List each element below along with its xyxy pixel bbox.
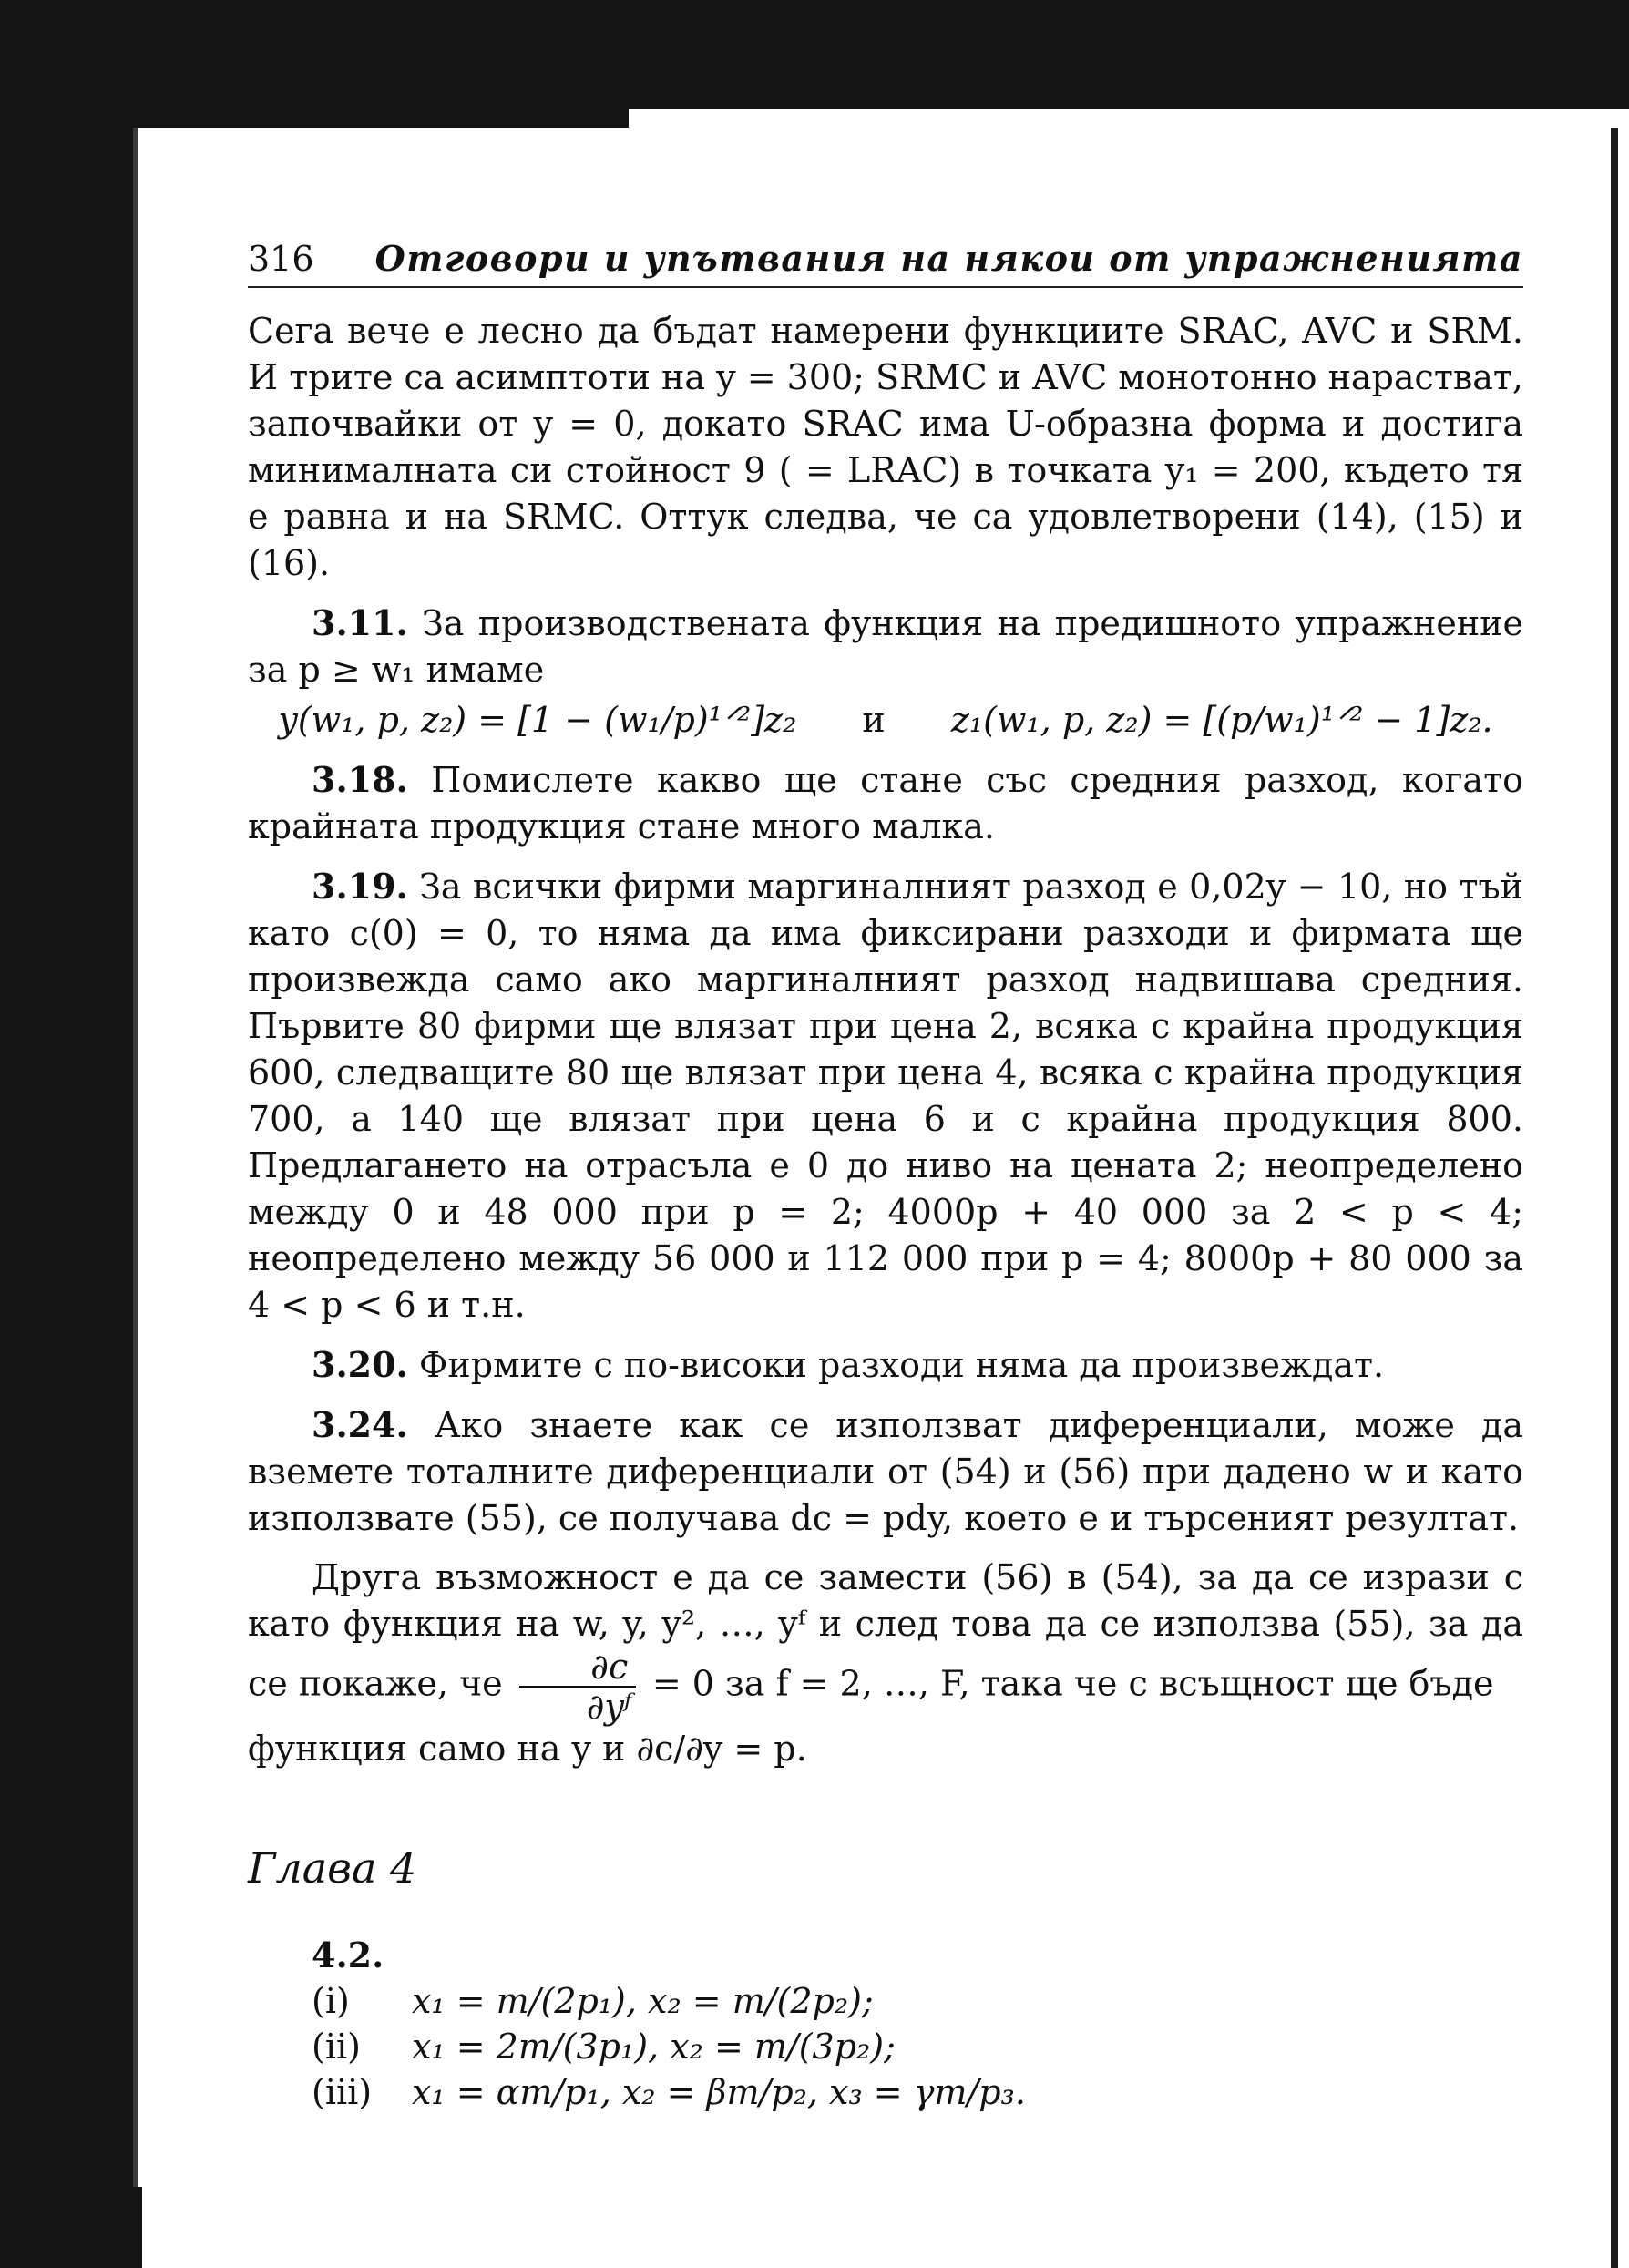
exercise-text-3-11: За производствената функция на предишното упражнение за p ≥ w₁ имаме [248, 603, 1523, 690]
fraction-denominator: ∂yᶠ [586, 1687, 632, 1727]
partial-derivative-fraction [519, 1647, 636, 1726]
exercise-label-3-20: 3.20. [312, 1344, 408, 1385]
scan-border-left-shadow [133, 128, 138, 2268]
exercise-label-3-18: 3.18. [312, 759, 408, 800]
chapter-heading: Глава 4 [248, 1843, 417, 1893]
answer-row [312, 1978, 1523, 2024]
paragraph-3-18 [248, 756, 1523, 850]
exercise-text-3-19: За всички фирми маргиналният разход е 0,02y − 10, но тъй като c(0) = 0, то няма да има фиксирани разходи и фирмата ще произвежда само ако маргиналният разход надвишава средния. Първите 80 фирми ще влязат при цена 2, всяка с крайна продукция 600, следващите 80 ще влязат при цена 4, всяка с крайна продукция 700, а 140 ще влязат при цена 6 и с крайна продукция 800. Предлагането на отрасъла е 0 до ниво на цената 2; неопределено между 0 и 48 000 при p = 2; 4000p + 40 000 за 2 < p < 4; неопределено между 56 000 и 112 000 при p = 4; 8000p + 80 000 за 4 < p < 6 и т.н. [248, 867, 1523, 1325]
exercise-text-3-24: Ако знаете как се използват диференциали, може да вземете тоталните диференциали от (54) и (56) при дадено w и като използвате (55), се получава dc = pdy, което е и търсеният резултат. [248, 1405, 1523, 1538]
answer-roman-numeral: (ii) [312, 2027, 361, 2067]
exercise-label-3-24: 3.24. [312, 1404, 408, 1445]
answer-roman-numeral: (i) [312, 1981, 350, 2021]
exercise-text-3-18: Помислете какво ще стане със средния разход, когато крайната продукция стане много малка. [248, 760, 1523, 847]
exercise-text-3-20: Фирмите с по-високи разходи няма да произвеждат. [418, 1345, 1385, 1385]
body-text [248, 308, 1523, 1772]
formula-3-11 [248, 697, 1523, 744]
paragraph-3-20 [248, 1341, 1523, 1389]
answer-expression: x₁ = αm/p₁, x₂ = βm/p₂, x₃ = γm/p₃. [412, 2072, 1026, 2112]
formula-conjunction: и [862, 700, 886, 740]
scan-border-bottom-left [0, 2187, 142, 2268]
paragraph-3-24 [248, 1401, 1523, 1542]
scan-border-right [1611, 128, 1618, 2268]
paragraph-3-11 [248, 600, 1523, 693]
alternative-text-start: Друга възможност е да се замести (56) в (54), за да се изрази c като функция на w, y, y², …, yᶠ и след това да се използва (55), за да се покаже, че [248, 1557, 1523, 1704]
book-page [248, 226, 1523, 2115]
answer-roman-numeral: (iii) [312, 2072, 373, 2112]
answer-expression: x₁ = 2m/(3p₁), x₂ = m/(3p₂); [412, 2027, 896, 2067]
scan-border-left [0, 0, 133, 2268]
paragraph-alternative-end: функция само на y и ∂c/∂y = p. [248, 1729, 807, 1769]
alternative-text-middle: = 0 за f = 2, …, F, така че c всъщност ще бъде [651, 1663, 1494, 1704]
formula-right: z₁(w₁, p, z₂) = [(p/w₁)¹ᐟ² − 1]z₂. [950, 700, 1493, 740]
page-number: 316 [248, 239, 314, 279]
formula-left: y(w₁, p, z₂) = [1 − (w₁/p)¹ᐟ²]z₂ [278, 700, 797, 740]
running-title: Отговори и упътвания на някои от упражненията [374, 238, 1523, 279]
paragraph-alternative [248, 1555, 1523, 1726]
answer-row [312, 2024, 1523, 2069]
running-head [248, 226, 1523, 288]
exercise-label-3-19: 3.19. [312, 866, 408, 907]
scan-border-top [0, 0, 1629, 109]
paragraph-srac: Сега вече е лесно да бъдат намерени функциите SRAC, AVC и SRM. И трите са асимптоти на y = 300; SRMC и AVC монотонно нарастват, започвайки от y = 0, докато SRAC има U-образна форма и достига минималната си стойност 9 ( = LRAC) в точката y₁ = 200, където тя е равна и на SRMC. Оттук следва, че са удовлетворени (14), (15) и (16). [248, 311, 1523, 583]
paragraph-3-19 [248, 863, 1523, 1329]
answer-row [312, 2069, 1523, 2115]
answer-expression: x₁ = m/(2p₁), x₂ = m/(2p₂); [412, 1981, 874, 2021]
fraction-numerator: ∂c [519, 1647, 636, 1688]
exercise-label-3-11: 3.11. [312, 602, 408, 643]
exercise-label-4-2: 4.2. [312, 1934, 384, 1976]
